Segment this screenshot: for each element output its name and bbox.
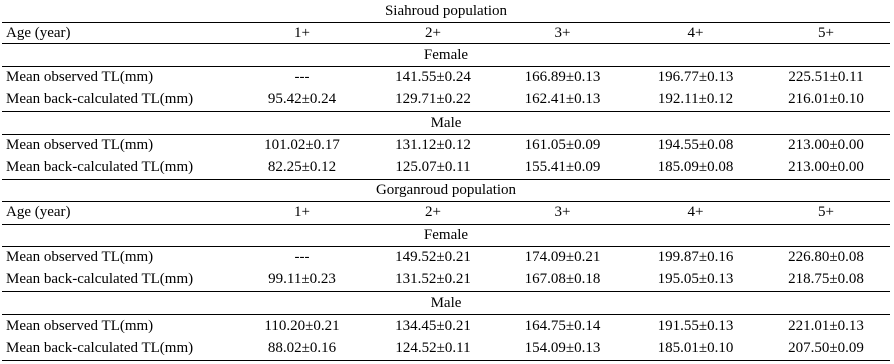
row-label: Mean observed TL(mm) [6, 137, 154, 153]
population-header [2, 0, 890, 22]
table-cell: 154.09±0.13 [524, 340, 601, 356]
sex-header [2, 112, 890, 134]
age-col: 2+ [425, 204, 441, 220]
table-cell: 110.20±0.21 [264, 318, 340, 334]
table-cell: 95.42±0.24 [267, 91, 337, 107]
table-cell: 195.05±0.13 [657, 271, 734, 287]
table-cell: 221.01±0.13 [788, 318, 864, 334]
age-col: 4+ [687, 25, 704, 41]
table-cell: 225.51±0.11 [788, 69, 864, 85]
sex-header [2, 224, 890, 246]
sex-header [2, 292, 890, 314]
age-header-row [2, 201, 890, 223]
age-header-row [2, 22, 890, 44]
table-cell: 164.75±0.14 [524, 318, 601, 334]
row-label: Mean observed TL(mm) [6, 249, 154, 265]
table-cell: 167.08±0.18 [524, 271, 601, 287]
row-label: Mean back-calculated TL(mm) [6, 159, 194, 175]
table-cell: 213.00±0.00 [788, 137, 864, 153]
sex-header [2, 44, 890, 66]
table-cell: 166.89±0.13 [524, 69, 601, 85]
age-col: 2+ [425, 25, 441, 41]
row-label: Mean observed TL(mm) [6, 318, 154, 334]
sex-title: Female [423, 227, 469, 243]
table-cell: --- [294, 69, 310, 85]
age-col: 4+ [687, 204, 704, 220]
age-col: 5+ [818, 25, 834, 41]
table-cell: 129.71±0.22 [395, 91, 471, 107]
divider [2, 360, 890, 361]
table-cell: 162.41±0.13 [524, 91, 601, 107]
sex-title: Male [430, 115, 462, 131]
table-cell: 125.07±0.11 [395, 159, 471, 175]
population-header [2, 179, 890, 201]
table-cell: 199.87±0.16 [657, 249, 734, 265]
row-label: Mean back-calculated TL(mm) [6, 340, 194, 356]
table-cell: 124.52±0.11 [395, 340, 471, 356]
row-label: Mean observed TL(mm) [6, 69, 154, 85]
table-row [2, 268, 890, 290]
table-cell: 82.25±0.12 [267, 159, 337, 175]
age-col: 5+ [818, 204, 834, 220]
table-cell: 207.50±0.09 [788, 340, 864, 356]
table-cell: 131.12±0.12 [395, 137, 471, 153]
table-cell: --- [294, 249, 310, 265]
table-cell: 192.11±0.12 [657, 91, 734, 107]
table-cell: 218.75±0.08 [788, 271, 864, 287]
table-cell: 134.45±0.21 [395, 318, 471, 334]
table-cell: 194.55±0.08 [657, 137, 734, 153]
table-row [2, 315, 890, 337]
table-cell: 99.11±0.23 [268, 271, 336, 287]
population-title: Gorganroud population [375, 182, 517, 198]
sex-title: Male [430, 295, 462, 311]
row-label: Mean back-calculated TL(mm) [6, 91, 194, 107]
table-row [2, 134, 890, 156]
age-col: 3+ [554, 204, 571, 220]
age-col: 1+ [294, 25, 310, 41]
table-row [2, 66, 890, 88]
table-row [2, 337, 890, 359]
table-cell: 191.55±0.13 [657, 318, 734, 334]
row-label: Mean back-calculated TL(mm) [6, 271, 194, 287]
age-label: Age (year) [6, 25, 71, 41]
age-label: Age (year) [6, 204, 71, 220]
table-cell: 149.52±0.21 [395, 249, 471, 265]
table-cell: 213.00±0.00 [788, 159, 864, 175]
age-col: 3+ [554, 25, 571, 41]
table-row [2, 246, 890, 268]
table-cell: 226.80±0.08 [788, 249, 864, 265]
table-cell: 101.02±0.17 [264, 137, 340, 153]
table-row [2, 156, 890, 178]
table-cell: 185.09±0.08 [657, 159, 734, 175]
age-col: 1+ [294, 204, 310, 220]
table-cell: 185.01±0.10 [657, 340, 734, 356]
sex-title: Female [423, 47, 469, 63]
table-cell: 88.02±0.16 [267, 340, 337, 356]
table-cell: 141.55±0.24 [395, 69, 471, 85]
table-cell: 161.05±0.09 [524, 137, 601, 153]
population-title: Siahroud population [384, 3, 508, 19]
table-cell: 155.41±0.09 [524, 159, 601, 175]
table-cell: 174.09±0.21 [524, 249, 601, 265]
table-cell: 196.77±0.13 [657, 69, 734, 85]
table-row [2, 88, 890, 110]
table-cell: 216.01±0.10 [788, 91, 864, 107]
table-cell: 131.52±0.21 [395, 271, 471, 287]
